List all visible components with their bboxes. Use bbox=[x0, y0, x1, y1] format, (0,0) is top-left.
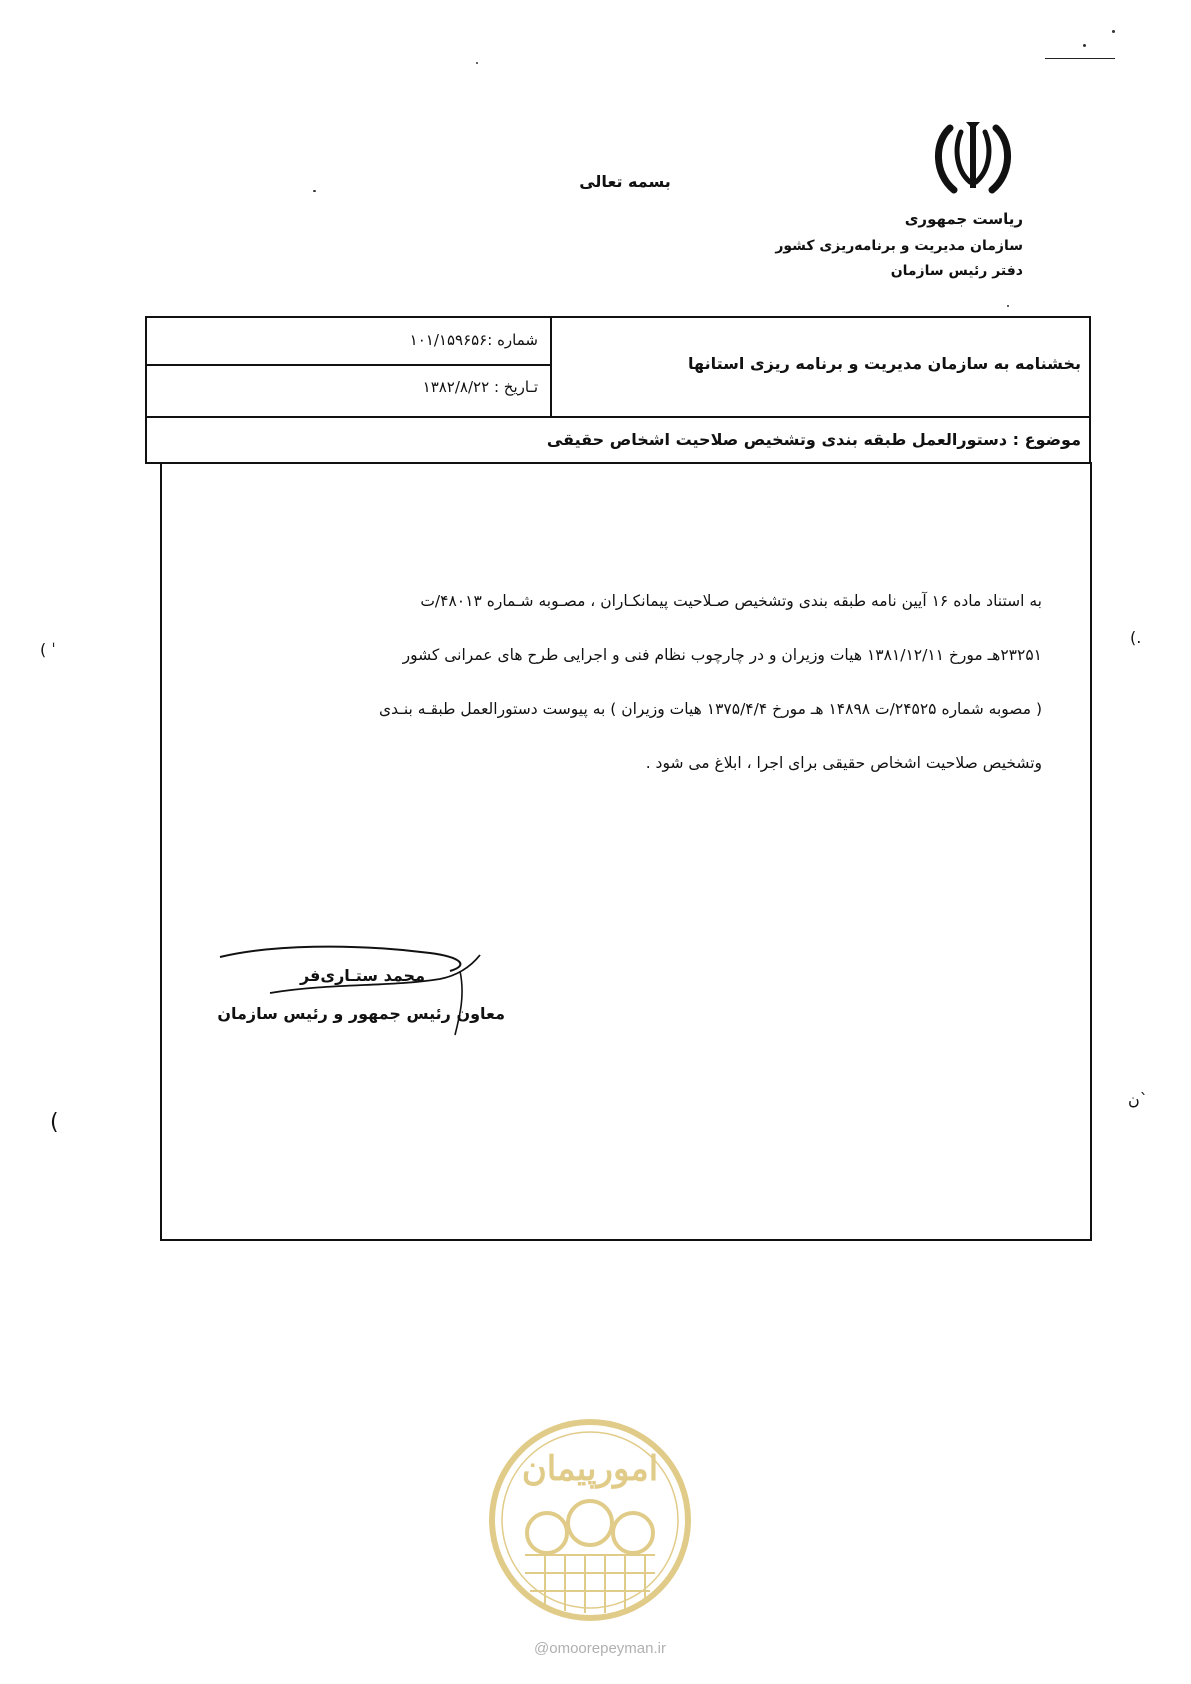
scan-speck bbox=[1007, 305, 1009, 307]
letter-number-label: شماره : bbox=[487, 331, 538, 349]
omoorepeyman-watermark-logo bbox=[485, 1415, 695, 1625]
letter-date-row bbox=[423, 378, 538, 396]
at-icon: @ bbox=[534, 1640, 550, 1657]
addressee-cell bbox=[552, 318, 1089, 416]
scan-mark: ن` bbox=[1128, 1090, 1148, 1109]
org-line-organization: سازمان مدیریت و برنامه‌ریزی کشور bbox=[775, 238, 1023, 254]
letter-date-value: ۱۳۸۲/۸/۲۲ bbox=[422, 378, 490, 396]
signatory-name: محمد ستـاری‌فر bbox=[299, 966, 425, 985]
org-line-office: دفتر رئیس سازمان bbox=[890, 263, 1023, 279]
watermark-website: @omoorepeyman.ir bbox=[534, 1640, 666, 1657]
subject-row bbox=[147, 416, 1089, 466]
letter-subject: موضوع : دستورالعمل طبقه بندی وتشخیص صلاحیت اشخاص حقیقی bbox=[546, 430, 1081, 449]
scan-hole-mark: ( bbox=[50, 1110, 59, 1135]
handwritten-signature bbox=[210, 935, 510, 1045]
org-line-presidency: ریاست جمهوری bbox=[904, 210, 1023, 228]
scan-hole-mark: ( ˈ bbox=[40, 640, 56, 659]
body-line-3: ( مصوبه شماره ۲۴۵۲۵/ت ۱۴۸۹۸ هـ مورخ ۱۳۷۵/۴/۴ هیات وزیران ) به پیوست دستورالعمل طبقـه بنـدی bbox=[379, 700, 1042, 718]
letter-body-paragraph bbox=[230, 574, 1042, 790]
signatory-title: معاون رئیس جمهور و رئیس سازمان bbox=[217, 1004, 505, 1023]
letter-meta-cell bbox=[147, 318, 552, 416]
scan-speck bbox=[1112, 30, 1115, 33]
letter-date-label: تـاریخ : bbox=[493, 378, 538, 396]
body-line-2: ۲۳۲۵۱هـ مورخ ۱۳۸۱/۱۲/۱۱ هیات وزیران و در چارچوب نظام فنی و اجرایی طرح های عمرانی کشور bbox=[402, 646, 1042, 664]
scan-speck bbox=[1083, 44, 1086, 47]
letter-header-box bbox=[145, 316, 1091, 464]
svg-text:امورپیمان: امورپیمان bbox=[521, 1449, 659, 1489]
letter-number-value: ۱۰۱/۱۵۹۶۵۶ bbox=[409, 331, 488, 349]
bismillah-heading: بسمه تعالی bbox=[579, 172, 671, 191]
letter-addressee: بخشنامه به سازمان مدیریت و برنامه ریزی استانها bbox=[688, 354, 1081, 373]
scan-line-mark bbox=[1045, 58, 1115, 59]
body-line-1: به استناد ماده ۱۶ آیین نامه طبقه بندی وتشخیص صـلاحیت پیمانکـاران ، مصـوبه شـماره ۴۸۰۱۳/ت bbox=[420, 592, 1042, 610]
letter-number-row bbox=[147, 318, 550, 366]
iran-emblem-icon bbox=[928, 118, 1018, 198]
body-line-4: وتشخیص صلاحیت اشخاص حقیقی برای اجرا ، ابلاغ می شود . bbox=[645, 754, 1042, 772]
scan-speck bbox=[476, 62, 478, 64]
scan-mark: (. bbox=[1130, 628, 1142, 647]
scan-speck bbox=[313, 190, 316, 192]
